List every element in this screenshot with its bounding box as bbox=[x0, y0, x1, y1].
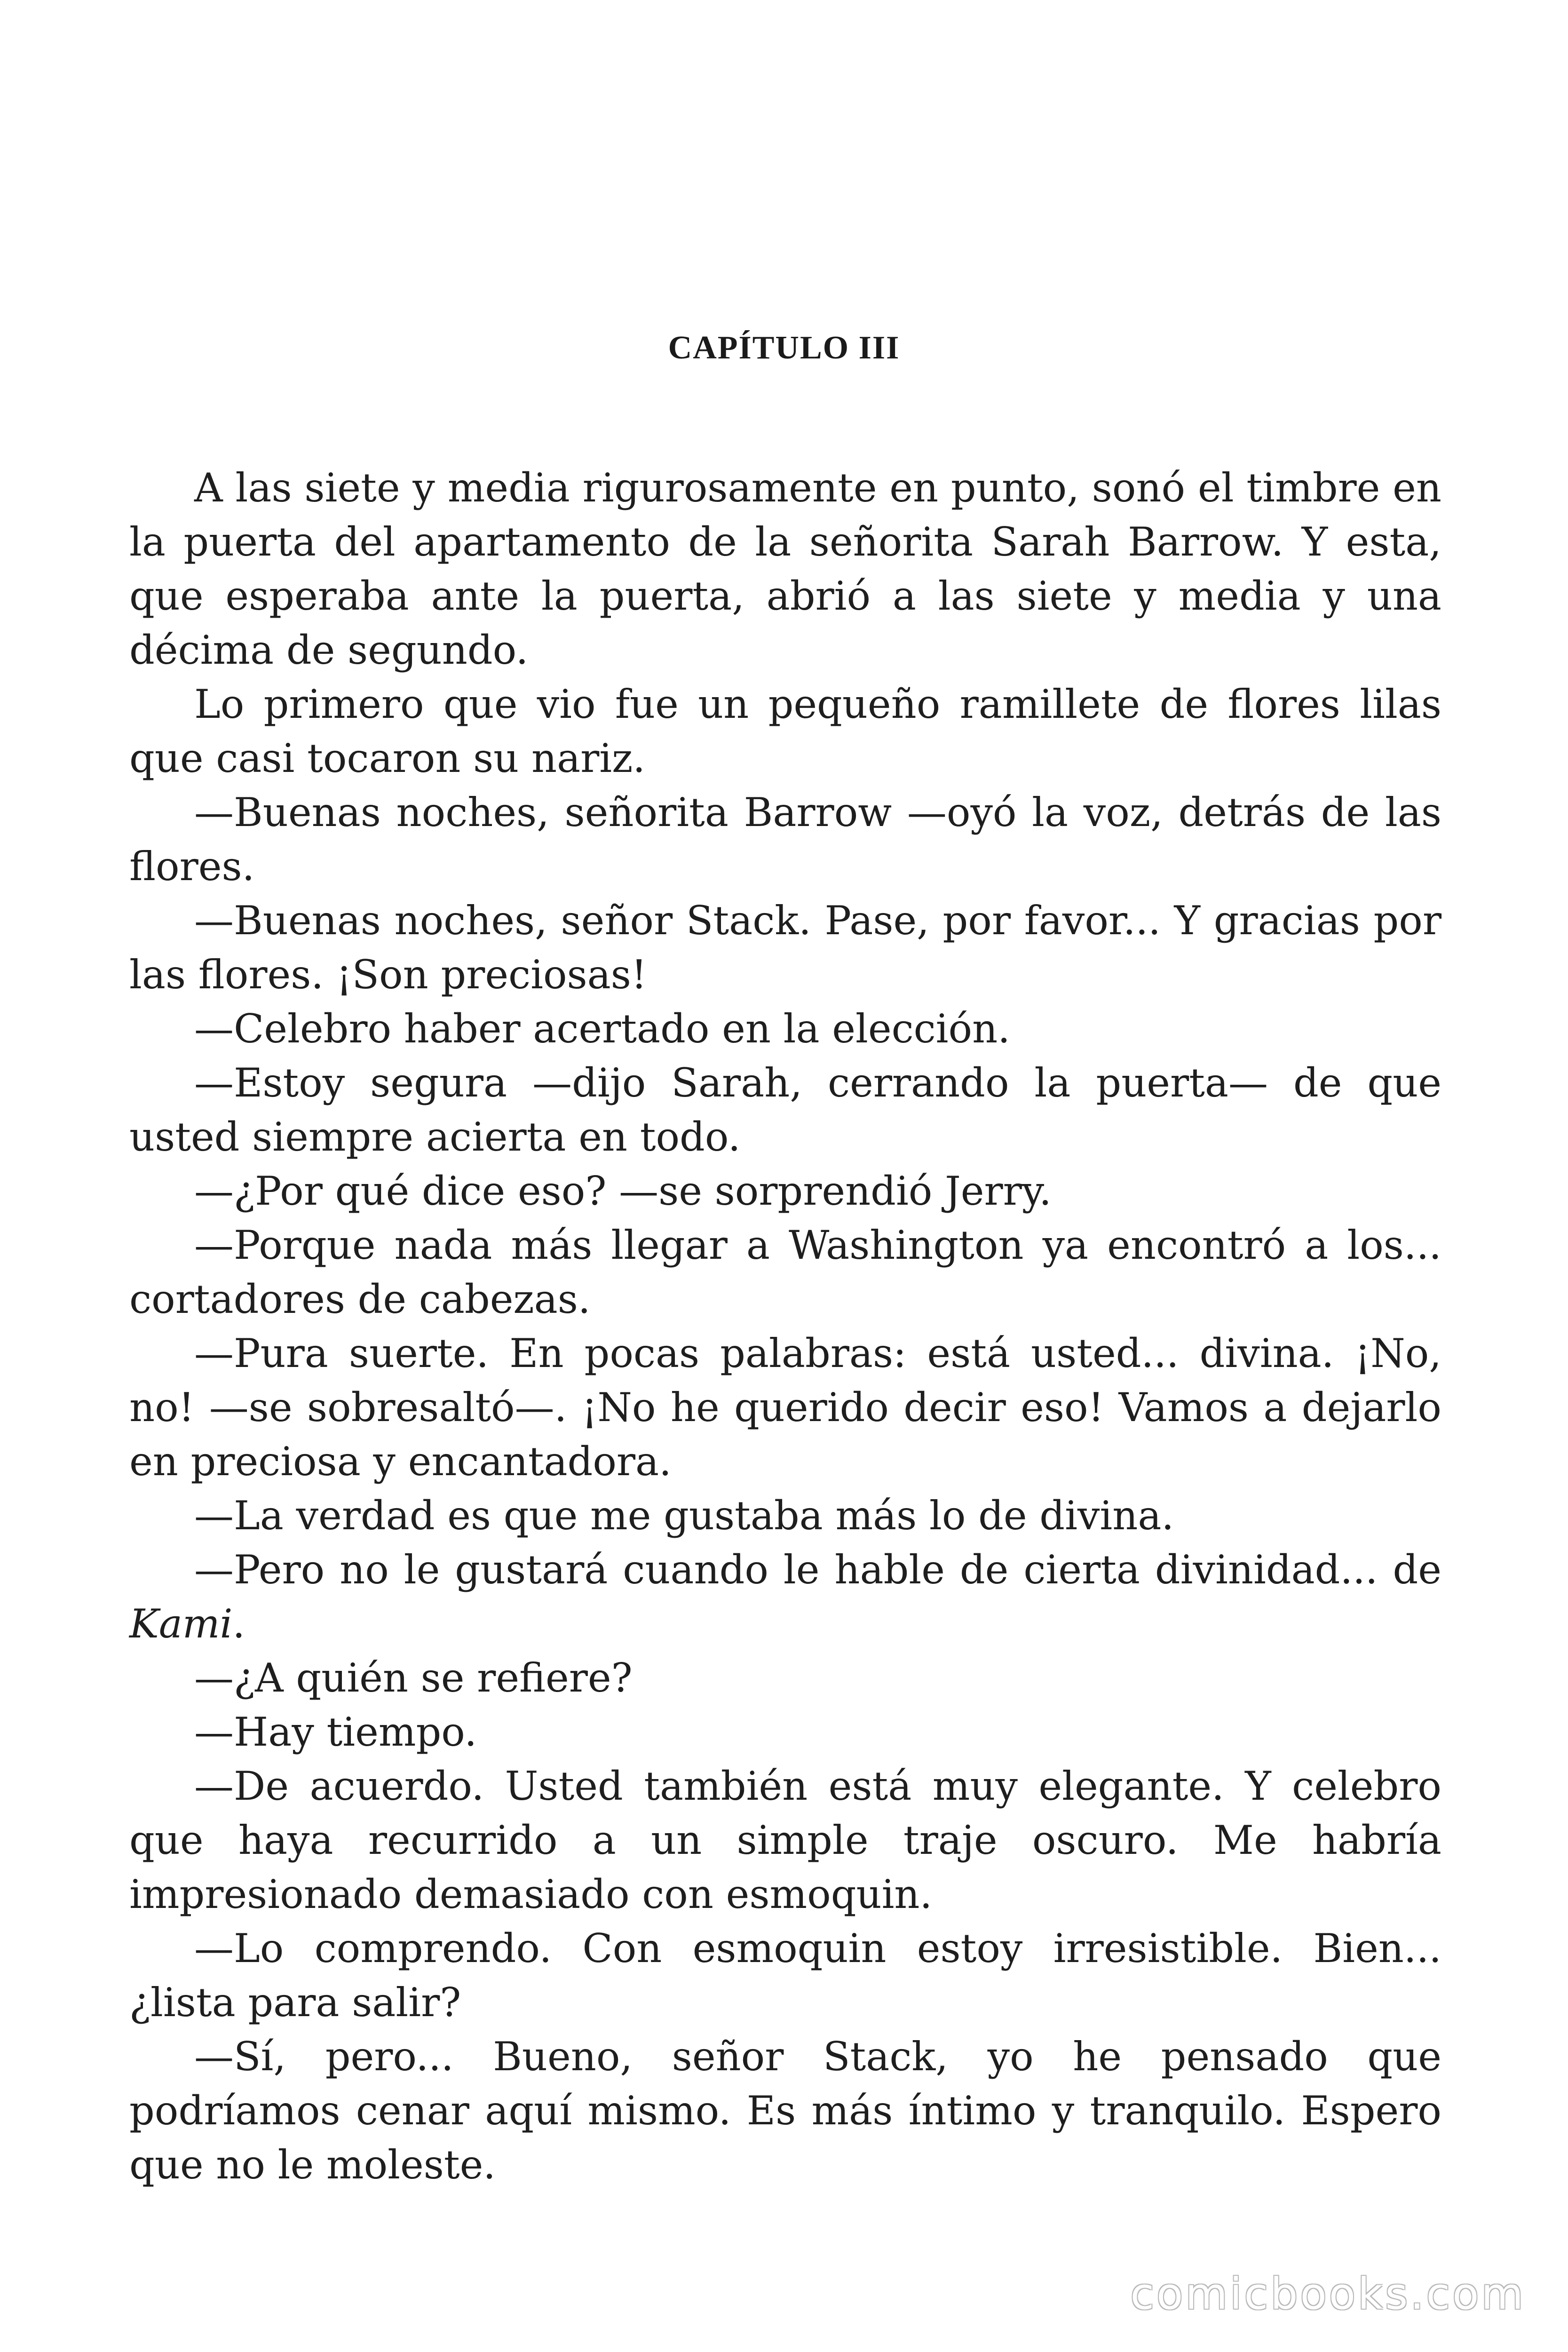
paragraph: —Celebro haber acertado en la elección. bbox=[194, 1006, 1010, 1052]
paragraph: —Porque nada más llegar a Washington ya encontró a los... cortadores de cabezas. bbox=[129, 1222, 1441, 1322]
paragraph: —Hay tiempo. bbox=[194, 1709, 477, 1755]
paragraph: —Pura suerte. En pocas palabras: está usted... divina. ¡No, no! —se sobresaltó—. ¡No he querido decir eso! Vamos a dejarlo en preciosa y encantadora. bbox=[129, 1330, 1441, 1485]
paragraph: —De acuerdo. Usted también está muy elegante. Y celebro que haya recurrido a un simple traje oscuro. Me habría impresionado demasiado con esmoquin. bbox=[129, 1763, 1441, 1917]
paragraph-text: . bbox=[232, 1601, 245, 1647]
paragraph: —¿A quién se refiere? bbox=[194, 1655, 633, 1701]
paragraph: —La verdad es que me gustaba más lo de divina. bbox=[194, 1493, 1174, 1539]
paragraph: —Buenas noches, señorita Barrow —oyó la voz, detrás de las flores. bbox=[129, 789, 1441, 890]
paragraph: —Lo comprendo. Con esmoquin estoy irresistible. Bien... ¿lista para salir? bbox=[129, 1925, 1441, 2026]
paragraph: —¿Por qué dice eso? —se sorprendió Jerry. bbox=[194, 1168, 1052, 1214]
paragraph: —Sí, pero... Bueno, señor Stack, yo he pensado que podríamos cenar aquí mismo. Es más íntimo y tranquilo. Espero que no le moleste. bbox=[129, 2034, 1441, 2188]
paragraph: Lo primero que vio fue un pequeño ramillete de flores lilas que casi tocaron su nariz. bbox=[129, 681, 1441, 781]
paragraph bbox=[129, 1543, 1441, 1651]
italic-word: Kami bbox=[129, 1601, 233, 1647]
chapter-text bbox=[129, 461, 1441, 2192]
paragraph: —Buenas noches, señor Stack. Pase, por favor... Y gracias por las flores. ¡Son preciosas! bbox=[129, 898, 1441, 998]
paragraph: A las siete y media rigurosamente en punto, sonó el timbre en la puerta del apartamento de la señorita Sarah Barrow. Y esta, que esperaba ante la puerta, abrió a las siete y media y una décima de segundo. bbox=[129, 465, 1441, 673]
paragraph-text: —Pero no le gustará cuando le hable de cierta divinidad... de bbox=[194, 1547, 1441, 1593]
chapter-title: CAPÍTULO III bbox=[668, 330, 900, 366]
paragraph: —Estoy segura —dijo Sarah, cerrando la puerta— de que usted siempre acierta en todo. bbox=[129, 1060, 1441, 1160]
watermark: comicbooks.com bbox=[1130, 2269, 1526, 2319]
